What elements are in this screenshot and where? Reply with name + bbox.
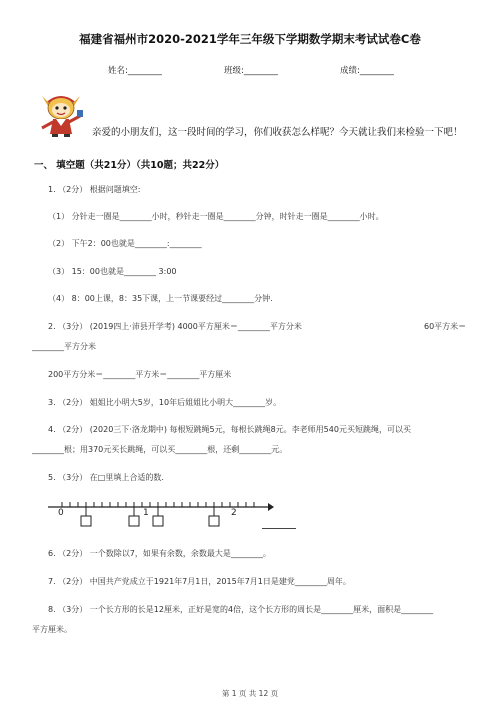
class-field-label: 班级:________ (224, 66, 278, 76)
question-3: 3. （2分） 姐姐比小明大5岁，10年后姐姐比小明大________岁。 (48, 398, 282, 407)
name-field-label: 姓名:________ (108, 66, 162, 76)
question-5: 5. （3分） 在□里填上合适的数. (48, 473, 164, 482)
question-8: 8. （3分） 一个长方形的长是12厘米，正好是宽的4倍，这个长方形的周长是________厘米，面积是________ (48, 605, 434, 614)
intro-text: 亲爱的小朋友们，这一段时间的学习，你们收获怎么样呢？今天就让我们来检验一下吧！ (92, 127, 463, 138)
question-6: 6. （2分） 一个数除以7，如果有余数，余数最大是________。 (48, 549, 271, 558)
page-footer: 第 1 页 共 12 页 (221, 689, 279, 698)
question-2: 2. （3分） (2019四上·沛县开学考) 4000平方厘米＝________平方分米 (48, 322, 302, 331)
question-1-part-2: （2） 下午2：00也就是________:________ (48, 239, 202, 248)
section-heading: 一、 填空题（共21分）（共10题；共22分） (34, 160, 225, 171)
number-line-diagram (48, 499, 274, 543)
question-2-part-d: 200平方分米＝________平方米＝________平方厘米 (48, 370, 232, 379)
question-8-continued: 平方厘米。 (32, 625, 72, 634)
number-line-label-2: 2 (231, 508, 237, 518)
question-4: 4. （2分） (2020三下·洛龙期中) 每根短跳绳5元，每根长跳绳8元。李老师用540元买短跳绳，可以买 (48, 425, 411, 434)
question-2-part-c: ________平方分米 (32, 342, 96, 351)
number-line-label-1: 1 (143, 508, 149, 518)
question-7: 7. （2分） 中国共产党成立于1921年7月1日，2015年7月1日是建党________周年。 (48, 577, 351, 586)
number-line-label-0: 0 (58, 508, 64, 518)
question-1-part-1: （1） 分针走一圈是________小时，秒针走一圈是________分钟，时针走一圈是________小时。 (48, 212, 384, 221)
question-1-part-4: （4） 8：00上课，8：35下课，上一节课要经过________分钟. (48, 294, 273, 303)
answer-blank-line (262, 528, 296, 529)
question-1-part-3: （3） 15：00也就是________ 3:00 (48, 267, 177, 276)
question-2-part-b: 60平方米＝ (424, 322, 467, 331)
question-1: 1. （2分） 根据问题填空: (48, 185, 141, 194)
mascot-illustration (36, 92, 86, 138)
score-field-label: 成绩:________ (340, 66, 394, 76)
question-4-continued: ________根；用370元买长跳绳，可以买________根，还剩________元。 (32, 445, 288, 454)
page-title: 福建省福州市2020-2021学年三年级下学期数学期末考试试卷C卷 (79, 32, 421, 46)
